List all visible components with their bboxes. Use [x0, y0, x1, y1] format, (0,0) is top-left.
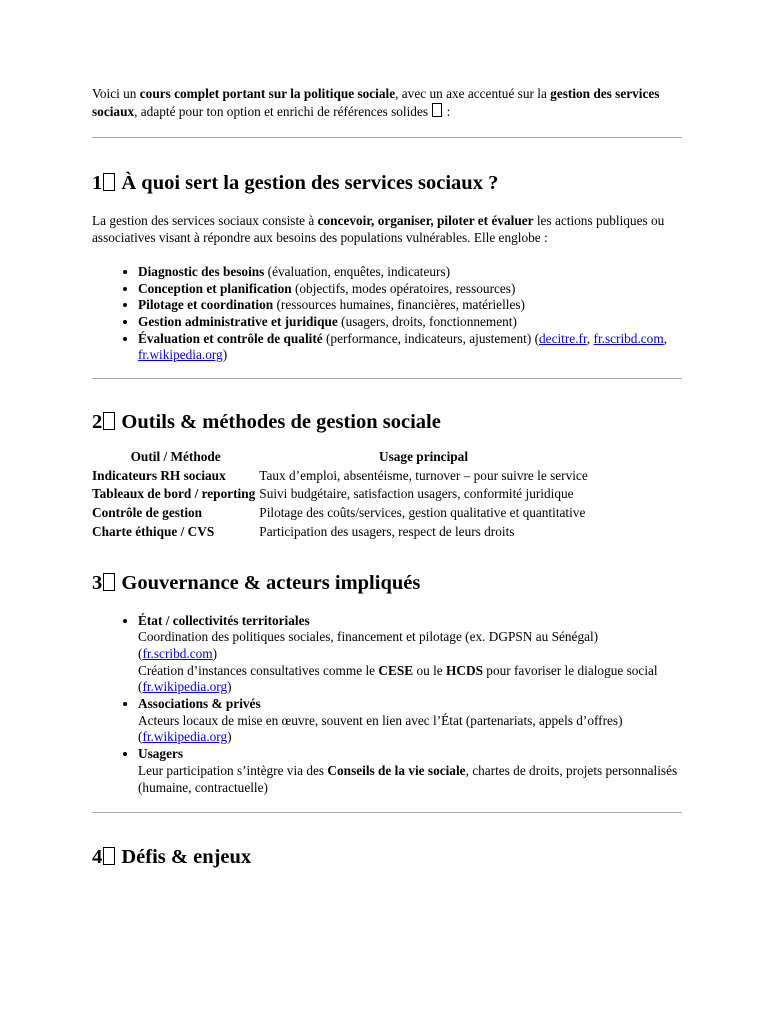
separator: [92, 812, 682, 813]
table-header: Outil / Méthode: [130, 449, 221, 465]
list-item-heading: • Associations & privés: [138, 696, 261, 712]
intro-text: Voici un: [92, 86, 140, 101]
table-header-row: [92, 449, 588, 468]
separator: [92, 378, 682, 379]
link-scribd[interactable]: fr.scribd.com: [593, 330, 664, 346]
table-cell: Tableaux de bord / reporting: [92, 486, 256, 502]
section-4-heading: 4 Défis & enjeux: [92, 846, 252, 869]
table-row: [92, 486, 588, 505]
link-decitre[interactable]: decitre.fr: [539, 330, 587, 346]
section-1-heading: 1 À quoi sert la gestion des services sociaux ?: [92, 172, 499, 195]
intro-text: , adapté pour ton option et enrichi de références solides: [134, 103, 432, 119]
list-item: • Conception et planification (objectifs, modes opératoires, ressources): [138, 281, 682, 298]
section-3-heading: 3 Gouvernance & acteurs impliqués: [92, 571, 421, 594]
intro-bold-course: cours complet portant sur la politique sociale: [139, 86, 396, 101]
tools-table: [92, 449, 588, 541]
list-item-text: Acteurs locaux de mise en œuvre, souvent en lien avec l’État (partenariats, appels d’offres) (fr.wikipedia.org): [138, 712, 623, 745]
table-cell: Suivi budgétaire, satisfaction usagers, conformité juridique: [259, 486, 574, 502]
link-wikipedia[interactable]: fr.wikipedia.org: [138, 347, 223, 363]
section-3-list: [92, 613, 682, 797]
missing-glyph-icon: [103, 412, 115, 430]
table-row: [92, 468, 588, 487]
intro-text: :: [443, 103, 451, 119]
link-wikipedia[interactable]: fr.wikipedia.org: [142, 729, 228, 745]
list-item-text: Coordination des politiques sociales, financement et pilotage (ex. DGPSN au Sénégal): [138, 629, 599, 645]
table-cell: Charte éthique / CVS: [92, 523, 215, 539]
list-item-text: Leur participation s’intègre via des Conseils de la vie sociale, chartes de droits, projets personnalisés (humaine, contractuelle): [138, 762, 678, 795]
table-cell: Indicateurs RH sociaux: [92, 467, 226, 483]
table-cell: Participation des usagers, respect de leurs droits: [259, 523, 515, 539]
list-item: • Gestion administrative et juridique (usagers, droits, fonctionnement): [138, 314, 682, 331]
table-cell: Taux d’emploi, absentéisme, turnover – pour suivre le service: [259, 467, 588, 483]
section-1-paragraph: La gestion des services sociaux consiste à concevoir, organiser, piloter et évaluer les actions publiques ou associatives visant à répondre aux besoins des populations vulnérables. Elle englobe :: [92, 213, 665, 246]
table-cell: Contrôle de gestion: [92, 505, 203, 521]
intro-bold-management: gestion des services sociaux: [92, 86, 660, 119]
list-item-text: (fr.scribd.com): [138, 645, 218, 661]
missing-glyph-icon: [103, 573, 115, 591]
list-item: [138, 746, 682, 796]
list-item-heading: • Usagers: [138, 746, 184, 762]
table-row: [92, 524, 588, 541]
table-row: [92, 505, 588, 524]
intro-text: , avec un axe accentué sur la: [395, 86, 551, 101]
missing-glyph-icon: [103, 847, 115, 865]
table-cell: Pilotage des coûts/services, gestion qualitative et quantitative: [259, 505, 586, 521]
list-item: [138, 696, 682, 746]
missing-glyph-icon: [103, 173, 115, 191]
link-wikipedia[interactable]: fr.wikipedia.org: [142, 679, 228, 695]
list-item-heading: • État / collectivités territoriales: [138, 612, 310, 628]
link-scribd[interactable]: fr.scribd.com: [142, 645, 213, 661]
list-item: [138, 613, 682, 697]
section-1-list: [92, 264, 682, 364]
list-item: • Pilotage et coordination (ressources humaines, financières, matérielles): [138, 297, 682, 314]
section-2-heading: 2 Outils & méthodes de gestion sociale: [92, 411, 441, 434]
missing-glyph-icon: [432, 103, 442, 117]
document-content: [92, 86, 682, 869]
separator: [92, 137, 682, 138]
table-header: Usage principal: [379, 449, 469, 465]
list-item-text: Création d’instances consultatives comme le CESE ou le HCDS pour favoriser le dialogue social (fr.wikipedia.org): [138, 662, 658, 695]
intro-paragraph: [92, 86, 682, 120]
list-item: • Diagnostic des besoins (évaluation, enquêtes, indicateurs): [138, 264, 682, 281]
list-item: • Évaluation et contrôle de qualité (performance, indicateurs, ajustement) (decitre.fr, fr.scribd.com, fr.wikipedia.org): [138, 331, 682, 364]
